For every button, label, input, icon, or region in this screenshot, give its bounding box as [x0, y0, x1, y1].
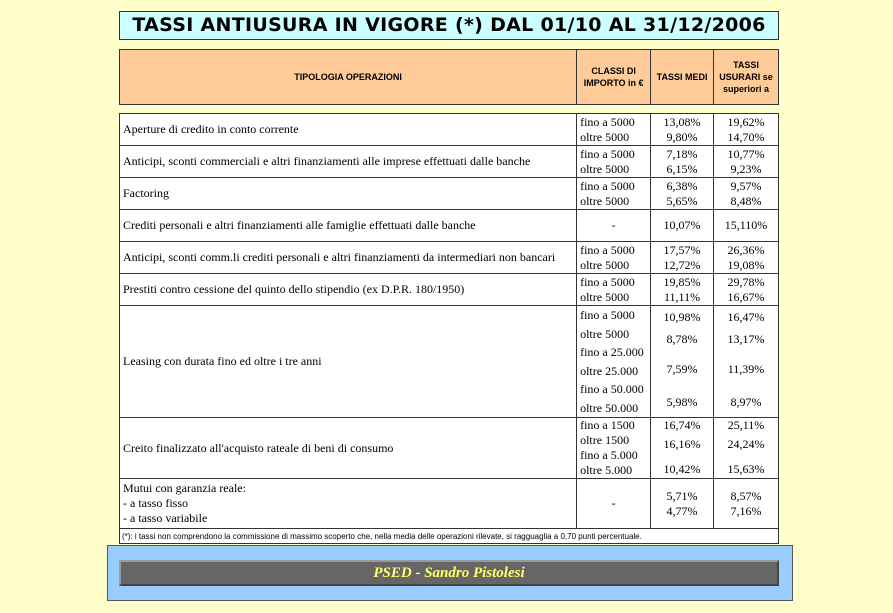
- row-tasso-usurario: 15,110%: [714, 210, 779, 242]
- row-operation: Prestiti contro cessione del quinto dello stipendio (ex D.P.R. 180/1950): [120, 274, 577, 306]
- table-row: [120, 274, 779, 306]
- row-class: -: [577, 210, 651, 242]
- row-class: fino a 5.000: [580, 448, 638, 462]
- row-class: fino a 5000: [580, 114, 635, 129]
- row-tasso-medio: 11,11%: [663, 289, 701, 304]
- row-class: oltre 25.000: [580, 363, 639, 378]
- row-class: fino a 5000: [580, 242, 635, 257]
- row-tasso-medio: 10,98%: [663, 309, 701, 324]
- row-tasso-usurario: 15,63%: [727, 462, 765, 476]
- row-class: oltre 50.000: [580, 400, 639, 415]
- row-tasso-usurario: 10,77%: [727, 146, 765, 161]
- row-tasso-medio: 16,74%: [663, 418, 701, 432]
- row-tasso-medio: 10,07%: [651, 210, 714, 242]
- row-class: fino a 5000: [580, 146, 635, 161]
- header-classi: CLASSI DI IMPORTO in €: [577, 50, 651, 105]
- table-row: [120, 479, 779, 529]
- row-operation: - a tasso variabile: [123, 511, 208, 525]
- row-tasso-usurario: 19,62%: [727, 114, 765, 129]
- row-class: oltre 5000: [580, 257, 630, 272]
- row-class: fino a 5000: [580, 308, 635, 322]
- row-class: oltre 5000: [580, 289, 630, 304]
- row-tasso-medio: 6,15%: [666, 161, 698, 176]
- row-tasso-medio: 5,98%: [666, 394, 698, 409]
- header-tassi-usurari: TASSI USURARI se superiori a: [714, 50, 779, 105]
- row-operation: Factoring: [120, 178, 577, 210]
- row-tasso-medio: 12,72%: [663, 257, 701, 272]
- table-row: [120, 306, 779, 418]
- row-tasso-medio: 5,65%: [666, 193, 698, 208]
- row-class: fino a 1500: [580, 418, 635, 432]
- row-class: oltre 5000: [580, 161, 630, 176]
- row-tasso-usurario: 24,24%: [727, 437, 765, 451]
- row-tasso-usurario: 16,67%: [727, 289, 765, 304]
- row-class: -: [577, 479, 651, 529]
- row-tasso-usurario: 8,57%: [730, 488, 762, 503]
- row-tasso-usurario: 9,57%: [730, 178, 762, 193]
- row-class: oltre 1500: [580, 433, 630, 447]
- page-title: TASSI ANTIUSURA IN VIGORE (*) DAL 01/10 AL 31/12/2006: [119, 11, 779, 40]
- table-header: [119, 49, 779, 105]
- footer-credit: PSED - Sandro Pistolesi: [119, 560, 779, 586]
- row-tasso-medio: 10,42%: [663, 462, 701, 476]
- table-row: [120, 242, 779, 274]
- row-class: oltre 5000: [580, 129, 630, 144]
- row-tasso-usurario: 29,78%: [727, 274, 765, 289]
- row-tasso-medio: 6,38%: [666, 178, 698, 193]
- row-tasso-medio: 16,16%: [663, 437, 701, 451]
- table-row: [120, 146, 779, 178]
- table-row: [120, 114, 779, 146]
- row-tasso-usurario: 25,11%: [727, 418, 765, 432]
- table-row: [120, 210, 779, 242]
- row-tasso-usurario: 8,48%: [730, 193, 762, 208]
- row-operation: Mutui con garanzia reale:: [123, 481, 246, 495]
- header-tipologia: TIPOLOGIA OPERAZIONI: [120, 50, 577, 105]
- footnote: (*): i tassi non comprendono la commissione di massimo scoperto che, nella media delle operazioni rilevate, si ragguaglia a 0,70 punti percentuale.: [120, 529, 779, 544]
- row-class: fino a 5000: [580, 274, 635, 289]
- row-tasso-usurario: 19,08%: [727, 257, 765, 272]
- row-tasso-usurario: 26,36%: [727, 242, 765, 257]
- row-class: oltre 5000: [580, 326, 630, 341]
- row-operation: Leasing con durata fino ed oltre i tre anni: [120, 306, 577, 418]
- row-class: fino a 25.000: [580, 345, 644, 359]
- row-tasso-medio: 17,57%: [663, 242, 701, 257]
- row-tasso-usurario: 14,70%: [727, 129, 765, 144]
- row-tasso-usurario: 16,47%: [727, 309, 765, 324]
- row-tasso-medio: 8,78%: [666, 331, 698, 346]
- table-row: [120, 178, 779, 210]
- row-operation: Creito finalizzato all'acquisto rateale di beni di consumo: [120, 418, 577, 479]
- row-tasso-usurario: 11,39%: [727, 361, 765, 376]
- header-tassi-medi: TASSI MEDI: [651, 50, 714, 105]
- row-operation: Crediti personali e altri finanziamenti alle famiglie effettuati dalle banche: [120, 210, 577, 242]
- row-tasso-usurario: 9,23%: [730, 161, 762, 176]
- footer-panel: [107, 545, 793, 601]
- row-tasso-usurario: 13,17%: [727, 331, 765, 346]
- row-tasso-medio: 9,80%: [666, 129, 698, 144]
- row-class: oltre 5.000: [580, 463, 633, 477]
- row-tasso-medio: 7,59%: [666, 361, 698, 376]
- row-class: fino a 5000: [580, 178, 635, 193]
- row-class: oltre 5000: [580, 193, 630, 208]
- row-tasso-medio: 7,18%: [666, 146, 698, 161]
- row-tasso-medio: 4,77%: [666, 503, 698, 518]
- row-tasso-medio: 19,85%: [663, 274, 701, 289]
- table-row: [120, 418, 779, 479]
- row-tasso-medio: 5,71%: [666, 488, 698, 503]
- row-operation: Anticipi, sconti commerciali e altri finanziamenti alle imprese effettuati dalle banche: [120, 146, 577, 178]
- row-tasso-medio: 13,08%: [663, 114, 701, 129]
- table-row: [120, 529, 779, 544]
- row-class: fino a 50.000: [580, 382, 644, 396]
- row-tasso-usurario: 7,16%: [730, 503, 762, 518]
- row-operation: Aperture di credito in conto corrente: [120, 114, 577, 146]
- row-tasso-usurario: 8,97%: [730, 394, 762, 409]
- row-operation: Anticipi, sconti comm.li crediti personali e altri finanziamenti da intermediari non bancari: [120, 242, 577, 274]
- rates-table: [119, 113, 779, 544]
- row-operation: - a tasso fisso: [123, 496, 188, 510]
